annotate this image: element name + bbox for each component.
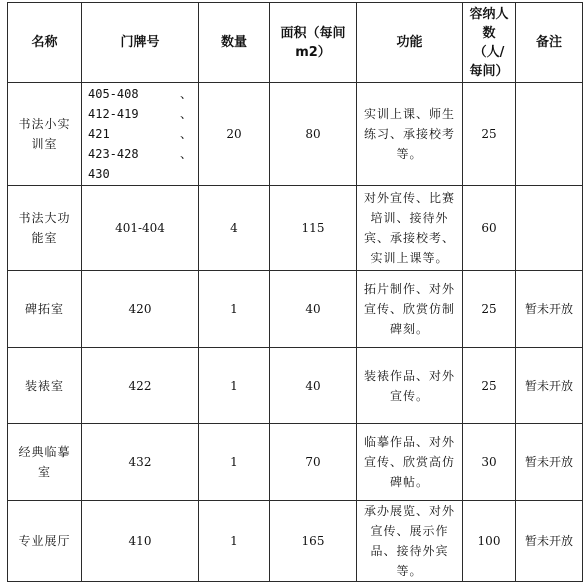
function-cell: 装裱作品、对外宣传。 — [357, 348, 463, 424]
capacity-cell: 30 — [463, 424, 516, 501]
header-note: 备注 — [516, 3, 583, 83]
room-number-line — [88, 84, 192, 104]
room-number: 432 — [82, 424, 199, 501]
room-name: 书法大功能室 — [8, 186, 82, 271]
room-number: 410 — [82, 501, 199, 582]
room-number-line — [88, 164, 192, 184]
note-cell: 暂未开放 — [516, 348, 583, 424]
function-cell: 实训上课、师生练习、承接校考等。 — [357, 83, 463, 186]
header-name: 名称 — [8, 3, 82, 83]
room-number: 420 — [82, 271, 199, 348]
function-cell: 拓片制作、对外宣传、欣赏仿制碑刻。 — [357, 271, 463, 348]
room-name: 装裱室 — [8, 348, 82, 424]
function-cell: 承办展览、对外宣传、展示作品、接待外宾等。 — [357, 501, 463, 582]
note-cell: 暂未开放 — [516, 271, 583, 348]
header-row — [8, 3, 583, 83]
header-capacity: 容纳人数（人/每间） — [463, 3, 516, 83]
table-row — [8, 424, 583, 501]
room-number: 423-428 — [88, 147, 139, 161]
quantity-cell: 1 — [199, 501, 270, 582]
quantity-cell: 1 — [199, 271, 270, 348]
note-cell — [516, 83, 583, 186]
room-number-line — [88, 144, 192, 164]
area-cell: 40 — [270, 271, 357, 348]
capacity-cell: 25 — [463, 348, 516, 424]
room-number: 422 — [82, 348, 199, 424]
rooms-table — [7, 2, 583, 582]
room-number: 405-408 — [88, 87, 139, 101]
quantity-cell: 1 — [199, 348, 270, 424]
room-number: 430 — [88, 167, 110, 181]
capacity-cell: 100 — [463, 501, 516, 582]
table-row — [8, 271, 583, 348]
area-cell: 165 — [270, 501, 357, 582]
note-cell: 暂未开放 — [516, 501, 583, 582]
quantity-cell: 20 — [199, 83, 270, 186]
table-row — [8, 186, 583, 271]
table-row — [8, 501, 583, 582]
room-name: 专业展厅 — [8, 501, 82, 582]
room-number-separator: 、 — [179, 87, 192, 101]
room-number: 401-404 — [82, 186, 199, 271]
area-cell: 40 — [270, 348, 357, 424]
header-area: 面积（每间m2） — [270, 3, 357, 83]
room-name: 经典临摹室 — [8, 424, 82, 501]
area-cell: 115 — [270, 186, 357, 271]
function-cell: 对外宣传、比赛培训、接待外宾、承接校考、实训上课等。 — [357, 186, 463, 271]
quantity-cell: 4 — [199, 186, 270, 271]
header-quantity: 数量 — [199, 3, 270, 83]
header-function: 功能 — [357, 3, 463, 83]
note-cell: 暂未开放 — [516, 424, 583, 501]
capacity-cell: 60 — [463, 186, 516, 271]
room-number: 412-419 — [88, 107, 139, 121]
note-cell — [516, 186, 583, 271]
room-number-separator: 、 — [179, 127, 192, 141]
room-number: 421 — [88, 127, 110, 141]
room-name: 书法小实训室 — [8, 83, 82, 186]
area-cell: 80 — [270, 83, 357, 186]
table-row — [8, 348, 583, 424]
quantity-cell: 1 — [199, 424, 270, 501]
room-number-list — [82, 83, 199, 186]
room-number-separator: 、 — [179, 107, 192, 121]
capacity-cell: 25 — [463, 83, 516, 186]
room-number-line — [88, 104, 192, 124]
area-cell: 70 — [270, 424, 357, 501]
room-name: 碑拓室 — [8, 271, 82, 348]
table-row — [8, 83, 583, 186]
capacity-cell: 25 — [463, 271, 516, 348]
function-cell: 临摹作品、对外宣传、欣赏高仿碑帖。 — [357, 424, 463, 501]
room-number-line — [88, 124, 192, 144]
header-room-number: 门牌号 — [82, 3, 199, 83]
room-number-separator: 、 — [179, 147, 192, 161]
